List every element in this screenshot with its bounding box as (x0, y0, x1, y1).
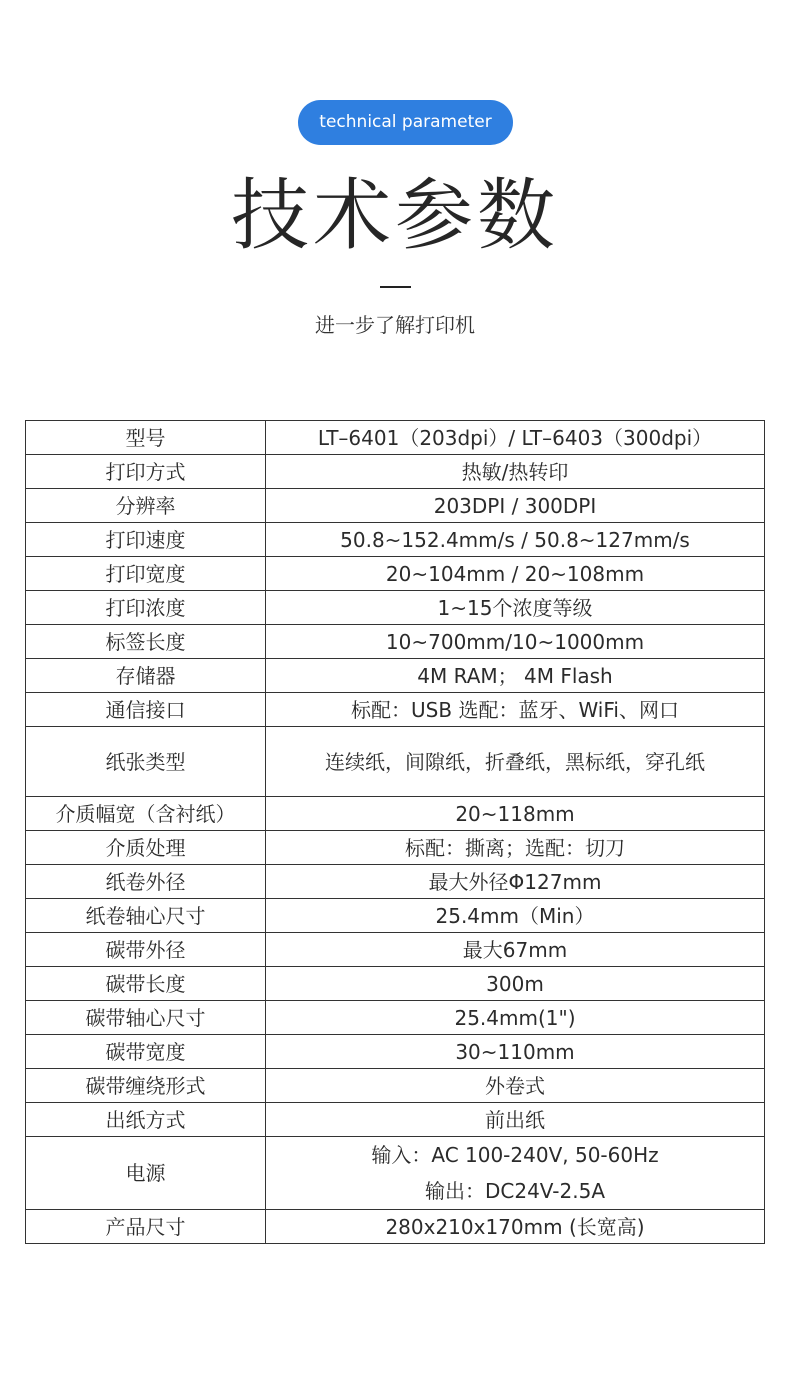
spec-value: 热敏/热转印 (266, 455, 765, 489)
table-row (26, 591, 765, 625)
table-row (26, 421, 765, 455)
spec-label: 存储器 (26, 659, 266, 693)
table-row (26, 1210, 765, 1244)
table-row (26, 1137, 765, 1210)
spec-value: 10~700mm/10~1000mm (266, 625, 765, 659)
spec-value: 25.4mm(1") (266, 1001, 765, 1035)
spec-value: 最大67mm (266, 933, 765, 967)
table-row (26, 831, 765, 865)
spec-label: 碳带宽度 (26, 1035, 266, 1069)
spec-value: 30~110mm (266, 1035, 765, 1069)
spec-value: LT–6401（203dpi）/ LT–6403（300dpi） (266, 421, 765, 455)
table-row (26, 489, 765, 523)
spec-value: 前出纸 (266, 1103, 765, 1137)
spec-value: 300m (266, 967, 765, 1001)
table-row (26, 523, 765, 557)
table-row (26, 1035, 765, 1069)
spec-value: 1~15个浓度等级 (266, 591, 765, 625)
table-row (26, 899, 765, 933)
table-row (26, 693, 765, 727)
table-row (26, 933, 765, 967)
spec-value: 连续纸，间隙纸，折叠纸，黑标纸，穿孔纸 (266, 727, 765, 797)
table-row (26, 455, 765, 489)
spec-label: 电源 (26, 1137, 266, 1210)
page-title: 技术参数 (230, 171, 559, 261)
spec-label: 通信接口 (26, 693, 266, 727)
table-row (26, 797, 765, 831)
table-row (26, 1103, 765, 1137)
spec-value-output: 输出：DC24V-2.5A (424, 1179, 606, 1203)
spec-label: 纸卷轴心尺寸 (26, 899, 266, 933)
spec-value-power (266, 1137, 765, 1210)
spec-label: 纸张类型 (26, 727, 266, 797)
table-row (26, 625, 765, 659)
spec-value: 4M RAM； 4M Flash (266, 659, 765, 693)
spec-label: 碳带外径 (26, 933, 266, 967)
spec-value: 280x210x170mm (长宽高) (266, 1210, 765, 1244)
spec-label: 碳带长度 (26, 967, 266, 1001)
title-divider (380, 286, 411, 288)
spec-label: 产品尺寸 (26, 1210, 266, 1244)
spec-label: 打印浓度 (26, 591, 266, 625)
table-row (26, 727, 765, 797)
spec-label: 介质幅宽（含衬纸） (26, 797, 266, 831)
table-row (26, 1069, 765, 1103)
spec-label: 标签长度 (26, 625, 266, 659)
spec-value: 25.4mm（Min） (266, 899, 765, 933)
spec-value-input: 输入：AC 100-240V, 50-60Hz (371, 1143, 659, 1167)
spec-value: 外卷式 (266, 1069, 765, 1103)
section-badge: technical parameter (298, 100, 513, 145)
table-row (26, 865, 765, 899)
spec-label: 出纸方式 (26, 1103, 266, 1137)
spec-value: 20~118mm (266, 797, 765, 831)
spec-value: 50.8~152.4mm/s / 50.8~127mm/s (266, 523, 765, 557)
table-row (26, 967, 765, 1001)
spec-label: 打印速度 (26, 523, 266, 557)
spec-value: 标配：USB 选配：蓝牙、WiFi、网口 (266, 693, 765, 727)
spec-label: 分辨率 (26, 489, 266, 523)
spec-label: 碳带缠绕形式 (26, 1069, 266, 1103)
table-row (26, 659, 765, 693)
spec-label: 型号 (26, 421, 266, 455)
spec-label: 打印方式 (26, 455, 266, 489)
table-row (26, 557, 765, 591)
page-subtitle: 进一步了解打印机 (315, 313, 475, 337)
spec-label: 纸卷外径 (26, 865, 266, 899)
spec-table (25, 420, 765, 1244)
spec-value: 最大外径Φ127mm (266, 865, 765, 899)
spec-value: 标配：撕离；选配：切刀 (266, 831, 765, 865)
spec-label: 介质处理 (26, 831, 266, 865)
spec-value: 203DPI / 300DPI (266, 489, 765, 523)
spec-value: 20~104mm / 20~108mm (266, 557, 765, 591)
table-row (26, 1001, 765, 1035)
spec-label: 碳带轴心尺寸 (26, 1001, 266, 1035)
spec-label: 打印宽度 (26, 557, 266, 591)
